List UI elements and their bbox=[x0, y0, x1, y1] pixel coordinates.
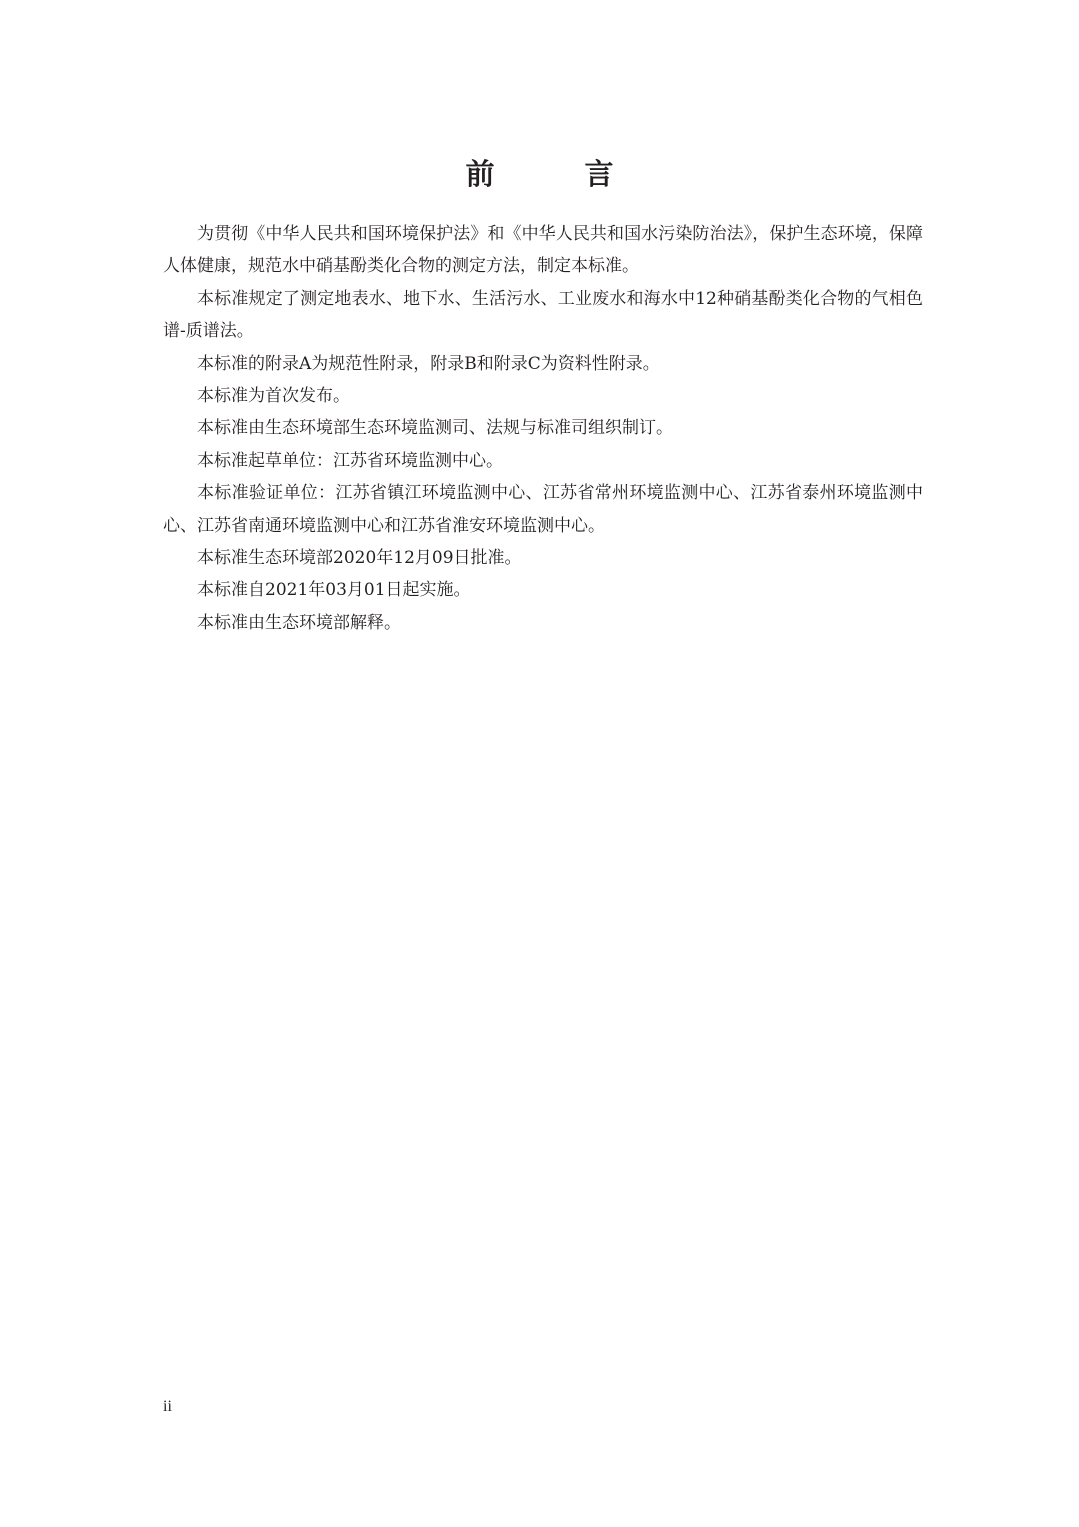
paragraph-interpretation: 本标准由生态环境部解释。 bbox=[197, 612, 401, 633]
paragraph-purpose: 为贯彻《中华人民共和国环境保护法》和《中华人民共和国水污染防治法》，保护生态环境，保障人体健康，规范水中硝基酚类化合物的测定方法，制定本标准。 bbox=[163, 224, 923, 277]
paragraph-appendix: 本标准的附录A为规范性附录，附录B和附录C为资料性附录。 bbox=[197, 353, 660, 374]
page-title: 前 言 bbox=[465, 157, 654, 191]
paragraph-scope: 本标准规定了测定地表水、地下水、生活污水、工业废水和海水中12种硝基酚类化合物的气相色谱-质谱法。 bbox=[163, 288, 923, 342]
paragraph-organizer: 本标准由生态环境部生态环境监测司、法规与标准司组织制订。 bbox=[197, 418, 673, 439]
paragraph-approval-date: 本标准生态环境部2020年12月09日批准。 bbox=[197, 548, 522, 569]
page-number: ii bbox=[163, 1398, 172, 1415]
paragraph-drafting-unit: 本标准起草单位：江苏省环境监测中心。 bbox=[197, 450, 503, 471]
paragraph-effective-date: 本标准自2021年03月01日起实施。 bbox=[197, 580, 471, 601]
paragraph-verification-units: 本标准验证单位：江苏省镇江环境监测中心、江苏省常州环境监测中心、江苏省泰州环境监测中心、江苏省南通环境监测中心和江苏省淮安环境监测中心。 bbox=[163, 483, 923, 536]
paragraph-first-release: 本标准为首次发布。 bbox=[197, 386, 350, 407]
body-text bbox=[163, 218, 923, 639]
